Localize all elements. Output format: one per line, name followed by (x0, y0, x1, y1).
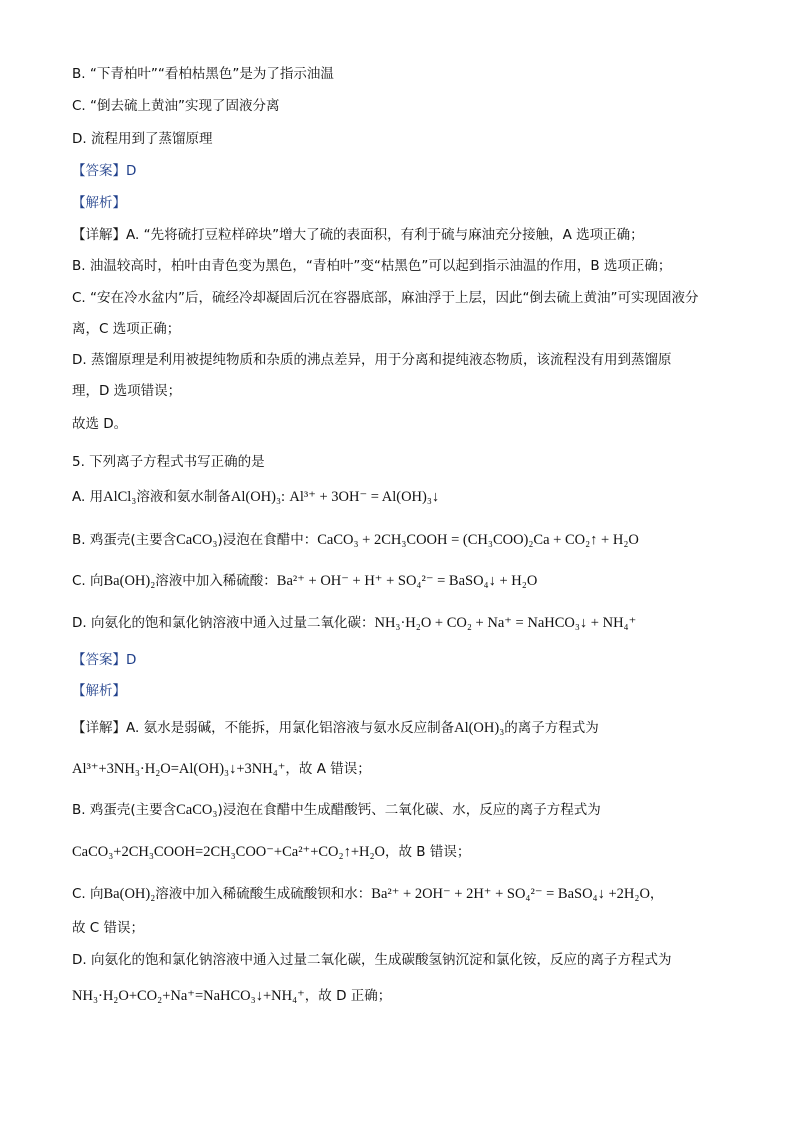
text: 溶液中加入稀硫酸： (155, 573, 277, 589)
question-5-option-c (72, 571, 734, 591)
explanation-line (72, 759, 734, 779)
formula: NH₃·H₂O + CO₂ + Na⁺ = NaHCO₃↓ + NH₄⁺ (374, 615, 637, 631)
formula: Ba(OH)₂ (103, 573, 156, 589)
option-b-text: B. “下青柏叶”“看柏枯黑色”是为了指示油温 (72, 66, 334, 82)
question-5-option-d (72, 613, 734, 633)
option-d-text: D. 流程用到了蒸馏原理 (72, 131, 213, 147)
conclusion-line: 故选 D。 (72, 416, 128, 432)
text: 溶液中加入稀硫酸生成硫酸钡和水： (155, 886, 372, 902)
text: D. 向氨化的饱和氯化钠溶液中通入过量二氧化碳： (72, 615, 375, 631)
formula: CaCO₃ (176, 532, 218, 548)
text: ，故 B 错误； (385, 844, 471, 860)
explanation-line: 理，D 选项错误； (72, 383, 182, 399)
text: )浸泡在食醋中生成醋酸钙、二氧化碳、水，反应的离子方程式为 (217, 802, 601, 818)
text: 的离子方程式为 (504, 720, 599, 736)
text: A. 用 (72, 489, 104, 505)
explanation-line: 故 C 错误； (72, 920, 145, 936)
explanation-line (72, 842, 734, 862)
text: B. 鸡蛋壳(主要含 (72, 532, 177, 548)
formula: Al(OH)₃ (454, 720, 505, 736)
text: )浸泡在食醋中： (217, 532, 318, 548)
text: 溶液和氨水制备 (136, 489, 231, 505)
explanation-line (72, 884, 734, 904)
formula: AlCl₃ (103, 489, 137, 505)
explanation-line: C. “安在冷水盆内”后，硫经冷却凝固后沉在容器底部，麻油浮于上层，因此“倒去硫上黄油”可实现固液分 (72, 290, 699, 306)
text: ， (649, 886, 664, 902)
formula: Ba(OH)₂ (103, 886, 156, 902)
explanation-line: D. 蒸馏原理是利用被提纯物质和杂质的沸点差异，用于分离和提纯液态物质，该流程没有用到蒸馏原 (72, 352, 672, 368)
answer-label: 【答案】D (72, 163, 137, 179)
explanation-line: 离，C 选项正确； (72, 321, 181, 337)
formula: Al³⁺ + 3OH⁻ = Al(OH)₃↓ (289, 489, 440, 505)
text: 【详解】A. 氨水是弱碱，不能拆，用氯化铝溶液与氨水反应制备 (72, 720, 455, 736)
explanation-line: D. 向氨化的饱和氯化钠溶液中通入过量二氧化碳，生成碳酸氢钠沉淀和氯化铵，反应的离子方程式为 (72, 952, 672, 968)
text: ，故 D 正确； (304, 988, 392, 1004)
text: B. 鸡蛋壳(主要含 (72, 802, 177, 818)
text: : (281, 489, 286, 505)
explanation-line: 【详解】A. “先将硫打豆粒样碎块”增大了硫的表面积，有利于硫与麻油充分接触，A 选项正确； (72, 227, 644, 243)
explanation-line (72, 718, 734, 738)
formula: CaCO₃+2CH₃COOH=2CH₃COO⁻+Ca²⁺+CO₂↑+H₂O (72, 844, 385, 860)
explanation-line (72, 986, 734, 1006)
analysis-label: 【解析】 (72, 195, 126, 211)
formula: NH₃·H₂O+CO₂+Na⁺=NaHCO₃↓+NH₄⁺ (72, 988, 305, 1004)
question-5-option-b (72, 530, 734, 550)
text: C. 向 (72, 886, 104, 902)
question-5-stem: 5. 下列离子方程式书写正确的是 (72, 454, 265, 470)
option-c-text: C. “倒去硫上黄油”实现了固液分离 (72, 98, 280, 114)
text: ，故 A 错误； (285, 761, 371, 777)
formula: Ba²⁺ + OH⁻ + H⁺ + SO₄²⁻ = BaSO₄↓ + H₂O (276, 573, 538, 589)
question-5-option-a (72, 487, 734, 507)
explanation-line: B. 油温较高时，柏叶由青色变为黑色，“青柏叶”变“枯黑色”可以起到指示油温的作用，B 选项正确； (72, 258, 672, 274)
formula: Al³⁺+3NH₃·H₂O=Al(OH)₃↓+3NH₄⁺ (72, 761, 286, 777)
analysis-label: 【解析】 (72, 683, 126, 699)
formula: CaCO₃ + 2CH₃COOH = (CH₃COO)₂Ca + CO₂↑ + H₂O (317, 532, 639, 548)
formula: CaCO₃ (176, 802, 218, 818)
formula: Al(OH)₃ (230, 489, 282, 505)
text: C. 向 (72, 573, 104, 589)
answer-label: 【答案】D (72, 652, 137, 668)
formula: Ba²⁺ + 2OH⁻ + 2H⁺ + SO₄²⁻ = BaSO₄↓ +2H₂O (371, 886, 650, 902)
explanation-line (72, 800, 734, 820)
